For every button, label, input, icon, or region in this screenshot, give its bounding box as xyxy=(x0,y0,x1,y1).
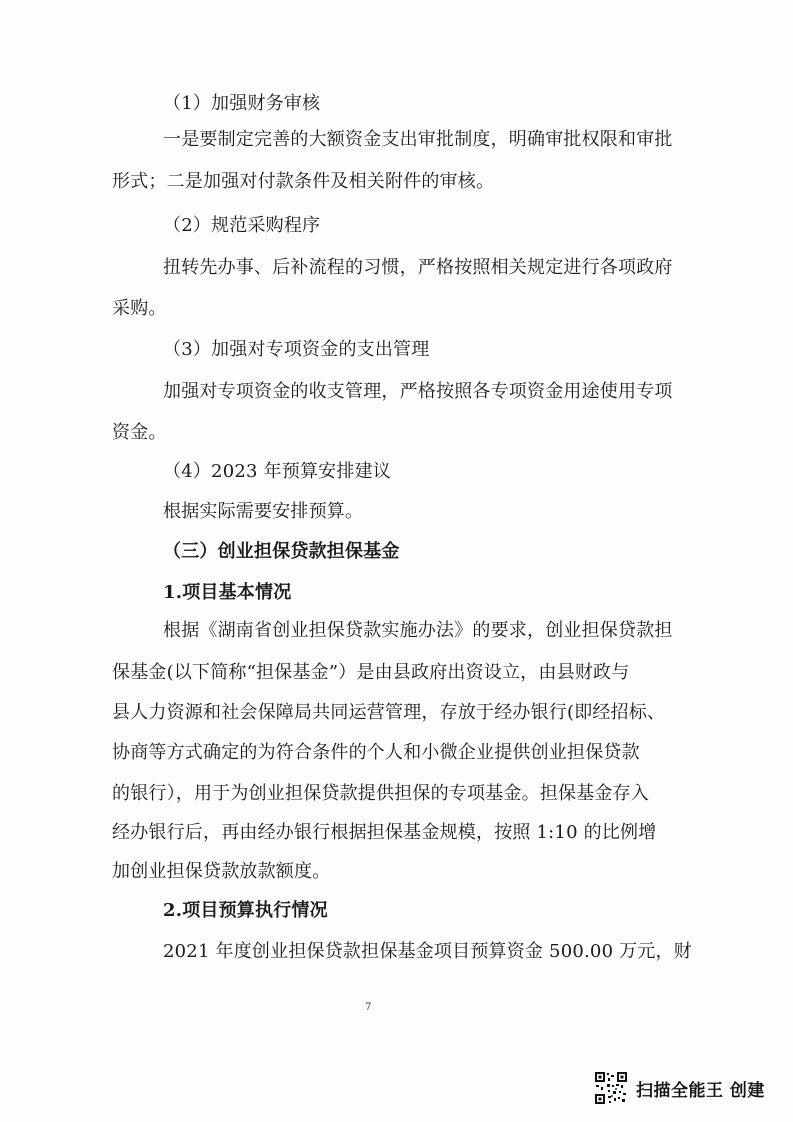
paragraph-line: 协商等方式确定的为符合条件的个人和小微企业提供创业担保贷款 xyxy=(112,742,640,763)
qr-code-icon xyxy=(594,1071,628,1105)
paragraph-line: 根据《湖南省创业担保贷款实施办法》的要求，创业担保贷款担 xyxy=(163,620,673,641)
subheading-finance-review: （1）加强财务审核 xyxy=(163,93,321,114)
subheading-special-funds: （3）加强对专项资金的支出管理 xyxy=(163,339,430,360)
paragraph-line: 扭转先办事、后补流程的习惯，严格按照相关规定进行各项政府 xyxy=(163,257,673,278)
paragraph-line: 2021 年度创业担保贷款担保基金项目预算资金 500.00 万元，财 xyxy=(163,941,692,962)
paragraph-line: 县人力资源和社会保障局共同运营管理，存放于经办银行(即经招标、 xyxy=(112,702,666,723)
subsection-heading-basic-info: 1.项目基本情况 xyxy=(163,582,292,603)
paragraph-line: 经办银行后，再由经办银行根据担保基金规模，按照 1:10 的比例增 xyxy=(112,822,657,843)
scanner-watermark xyxy=(594,1068,765,1108)
subheading-budget-suggestion: （4）2023 年预算安排建议 xyxy=(163,461,391,482)
paragraph-line: 根据实际需要安排预算。 xyxy=(163,501,364,522)
section-heading-guarantee-fund: （三）创业担保贷款担保基金 xyxy=(163,541,400,562)
paragraph-line: 保基金(以下简称“担保基金”）是由县政府出资设立，由县财政与 xyxy=(112,662,630,683)
paragraph-line: 形式；二是加强对付款条件及相关附件的审核。 xyxy=(112,171,495,192)
subsection-heading-budget-execution: 2.项目预算执行情况 xyxy=(163,900,328,921)
paragraph-line: 的银行），用于为创业担保贷款提供担保的专项基金。担保基金存入 xyxy=(112,783,649,804)
paragraph-line: 采购。 xyxy=(112,298,167,319)
page-number: 7 xyxy=(365,1002,372,1013)
paragraph-line: 加强对专项资金的收支管理，严格按照各专项资金用途使用专项 xyxy=(163,381,673,402)
paragraph-line: 一是要制定完善的大额资金支出审批制度，明确审批权限和审批 xyxy=(163,129,673,150)
scanner-brand-text: 扫描全能王 创建 xyxy=(636,1080,765,1101)
subheading-procurement: （2）规范采购程序 xyxy=(163,215,321,236)
paragraph-line: 加创业担保贷款放款额度。 xyxy=(112,861,331,882)
paragraph-line: 资金。 xyxy=(112,422,167,443)
